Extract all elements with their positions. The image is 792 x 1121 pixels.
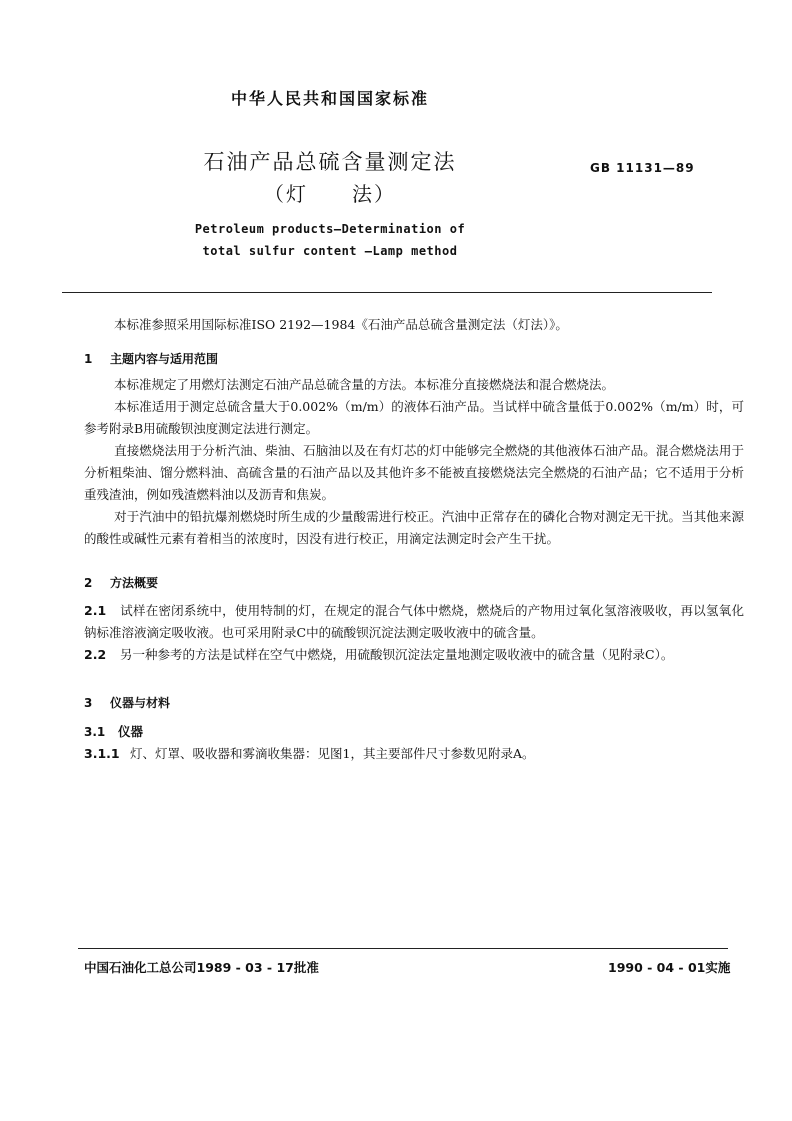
standard-title-en-line2: total sulfur content —Lamp method — [202, 244, 458, 258]
standard-subtitle-cn: （灯 法） — [264, 182, 396, 206]
clause-2-2: 2.2 另一种参考的方法是试样在空气中燃烧，用硫酸钡沉淀法定量地测定吸收液中的硫含量（见附录C）。 — [84, 647, 674, 662]
section-2-heading: 2 方法概要 — [84, 576, 159, 590]
intro-paragraph: 本标准参照采用国际标准ISO 2192—1984《石油产品总硫含量测定法（灯法）》。 — [114, 317, 568, 332]
section-3-heading: 3 仪器与材料 — [84, 696, 171, 710]
standard-title-en-line1: Petroleum products—Determination of — [194, 222, 466, 236]
section-1-heading: 1 主题内容与适用范围 — [84, 352, 219, 366]
standard-code: GB 11131—89 — [590, 161, 695, 175]
section-1-paragraph-4: 对于汽油中的铅抗爆剂燃烧时所生成的少量酸需进行校正。汽油中正常存在的磷化合物对测定无干扰。当其他来源的酸性或碱性元素有着相当的浓度时，因没有进行校正，用滴定法测定时会产生干扰。 — [84, 509, 744, 546]
footer-divider — [78, 948, 728, 949]
clause-2-1: 2.1 试样在密闭系统中，使用特制的灯，在规定的混合气体中燃烧，燃烧后的产物用过氧化氢溶液吸收，再以氢氧化钠标准溶液滴定吸收液。也可采用附录C中的硫酸钡沉淀法测定吸收液中的硫含量。 — [84, 603, 744, 640]
section-1-paragraph-1: 本标准规定了用燃灯法测定石油产品总硫含量的方法。本标准分直接燃烧法和混合燃烧法。 — [114, 377, 615, 392]
clause-3-1-heading: 3.1 仪器 — [84, 724, 144, 739]
issuing-authority: 中华人民共和国国家标准 — [230, 89, 429, 108]
section-1-paragraph-3: 直接燃烧法用于分析汽油、柴油、石脑油以及在有灯芯的灯中能够完全燃烧的其他液体石油产品。混合燃烧法用于分析粗柴油、馏分燃料油、高硫含量的石油产品以及其他许多不能被直接燃烧法完全燃烧的石油产品；它不适用于分析重残渣油，例如残渣燃料油以及沥青和焦炭。 — [84, 443, 744, 502]
effective-date: 1990 - 04 - 01实施 — [608, 960, 731, 975]
header-divider — [62, 292, 712, 293]
section-1-paragraph-2: 本标准适用于测定总硫含量大于0.002%（m/m）的液体石油产品。当试样中硫含量低于0.002%（m/m）时，可参考附录B用硫酸钡浊度测定法进行测定。 — [84, 399, 744, 436]
clause-3-1-1: 3.1.1 灯、灯罩、吸收器和雾滴收集器：见图1，其主要部件尺寸参数见附录A。 — [84, 746, 535, 761]
standard-title-cn: 石油产品总硫含量测定法 — [203, 150, 457, 174]
approval-date: 中国石油化工总公司1989 - 03 - 17批准 — [84, 960, 319, 975]
